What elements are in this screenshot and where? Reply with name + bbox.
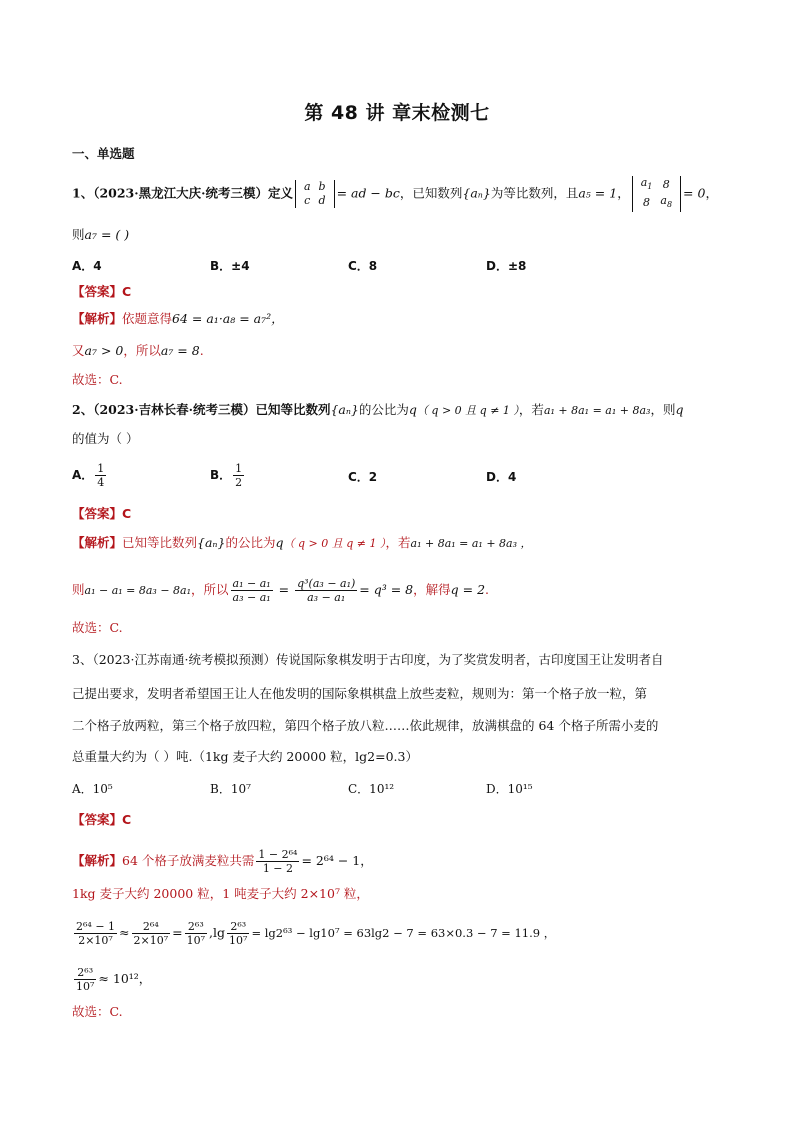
q1-option-a: A．4 [72,259,102,273]
analysis-tag: 【解析】 [72,535,123,550]
q2-analysis1-cond: （ q > 0 且 q ≠ 1 ） [283,537,386,550]
q2-option-b [210,462,246,489]
q1-option-d: D．±8 [486,259,527,273]
page-title: 第 48 讲 章末检测七 [304,102,490,124]
q1-analysis1-text: 依题意得 [122,311,173,326]
q3-analysis4-tail: ≈ 10¹²， [98,971,152,986]
q2-option-d: D．4 [486,470,517,484]
q2-eq: a₁ + 8a₁ = a₁ + 8a₃ [543,404,651,417]
q3-frac-a [256,848,299,875]
q3-stem-line1: 3、（2023·江苏南通·统考模拟预测）传说国际象棋发明于古印度，为了奖赏发明者，古印度国王让发明者自 [72,652,664,667]
q1-mid3: ， [617,185,630,201]
q2-analysis2-a: 则 [72,582,85,597]
q2-head: 2、（2023·吉林长春·统考三模）已知等比数列 [72,402,331,417]
q2-analysis2-eq: a₁ − a₁ = 8a₃ − 8a₁ [84,584,192,597]
q2-analysis2-b: ，所以 [191,582,229,597]
q3-analysis3-tail: = lg2⁶³ − lg10⁷ = 63lg2 − 7 = 63×0.3 − 7 = 11.9 ， [251,926,556,940]
q3-analysis-line1 [72,848,373,875]
analysis-tag: 【解析】 [72,311,123,326]
q2-q: q [408,402,417,417]
q3-answer [72,811,131,829]
q3-frac-c-num: 2⁶⁴ [132,920,171,934]
q2-analysis2-d: . [485,582,490,597]
q1-def-eq: = ad − bc [336,185,400,201]
q3-frac-f-num: 2⁶³ [74,966,96,980]
q2-analysis1-mid2: ，若 [385,535,411,550]
q2-analysis1-mid: 的公比为 [225,535,276,550]
q1-answer-value: C [122,284,132,299]
q2-frac2-den: a₃ − a₁ [307,591,346,604]
q3-frac-e [227,920,249,947]
q1-conclusion: 故选：C. [72,372,123,387]
q3-frac-c-den: 2×10⁷ [133,934,169,947]
q2-analysis2-res: q = 2 [450,582,486,597]
q2-analysis2-c: ，解得 [413,582,451,597]
q1-analysis1-eq: 64 = a₁·a₈ = a₇²， [172,311,284,326]
q1-tail: ， [705,185,718,201]
q3-option-d: D．10¹⁵ [486,782,533,796]
q1-head: 1、（2023·黑龙江大庆·统考三模）定义 [72,185,293,201]
q2-frac1 [231,577,273,604]
q2-cond: （ q > 0 且 q ≠ 1 ） [416,404,519,417]
q2-frac1-den: a₃ − a₁ [232,591,271,604]
q2-option-a-label: A． [72,468,94,482]
q1-line2: 则 [72,227,85,242]
q2-option-a-den: 4 [97,476,105,489]
q3-analysis-line3 [72,920,555,947]
q1-option-c: C．8 [348,259,378,273]
q3-frac-d-den: 10⁷ [186,934,206,947]
q3-analysis-line2: 1kg 麦子大约 20000 粒，1 吨麦子大约 2×10⁷ 粒， [72,886,369,901]
q2-frac2 [295,577,357,604]
q2-option-b-label: B． [210,468,232,482]
q3-stem-line3: 二个格子放两粒，第三个格子放四粒，第四个格子放八粒……依此规律，放满棋盘的 64 个格子所需小麦的 [72,718,659,733]
q2-analysis1-seq: {aₙ} [197,535,226,550]
q2-stem-line1 [72,401,683,420]
analysis-tag: 【解析】 [72,853,123,868]
q1-determinant: $a_1$ 8 8 $a_8$ [632,176,681,212]
q3-frac-d [185,920,207,947]
q3-option-a: A．10⁵ [72,782,113,796]
q3-frac-e-den: 10⁷ [229,934,248,947]
q3-analysis-line4 [72,966,151,993]
q1-analysis-line2 [72,342,204,360]
q2-analysis1-text: 已知等比数列 [122,535,198,550]
q1-option-b: B．±4 [210,259,250,273]
q3-eq1: = [172,925,183,940]
q3-frac-f [74,966,96,993]
q2-frac1-num: a₁ − a₁ [232,577,271,590]
q3-frac-a-den: 1 − 2 [262,862,294,875]
q3-stem-line4: 总重量大约为（ ）吨.（1kg 麦子大约 20000 粒，lg2=0.3） [72,749,418,764]
q3-frac-b-num: 2⁶⁴ − 1 [76,920,116,933]
q3-frac-d-num: 2⁶³ [185,920,207,934]
q1-analysis2-eq2: a₇ = 8 [160,343,200,358]
q2-stem-line2: 的值为（ ） [72,431,139,446]
q2-mid2: ，若 [518,402,544,417]
section-heading: 一、单选题 [72,146,135,161]
q3-conclusion: 故选：C. [72,1004,123,1019]
q3-stem-line2: 己提出要求，发明者希望国王让人在他发明的国际象棋棋盘上放些麦粒，规则为：第一个格子放一粒，第 [72,686,648,701]
q3-option-b: B．10⁷ [210,782,251,796]
q1-stem-line2 [72,226,129,244]
q2-analysis1-q: q [275,535,284,550]
q2-tail: ，则 [650,402,676,417]
answer-tag: 【答案】 [72,284,123,299]
q1-mid2: 为等比数列，且 [490,185,579,201]
q2-analysis2-eq2: = q³ = 8 [359,582,414,597]
q2-option-a [72,462,108,489]
q2-option-a-frac [95,462,106,489]
answer-tag: 【答案】 [72,506,123,521]
q3-frac-f-den: 10⁷ [76,980,95,993]
q1-analysis2-eq1: a₇ > 0 [84,343,124,358]
q2-frac2-num: q³(a₃ − a₁) [297,577,356,590]
q1-analysis2-a: 又 [72,343,85,358]
q3-frac-b [74,920,117,947]
q2-option-a-num: 1 [97,462,105,475]
answer-tag: 【答案】 [72,812,123,827]
q1-analysis2-b: ，所以 [123,343,161,358]
q2-analysis-line2: 则a₁ − a₁ = 8a₃ − 8a₁，所以 $\frac{\text{a₁ − a₁}}{\text{a₃ − a₁}}$ = $\frac{\text{q³(a₃ − a₁)}}{\text{a₃ − a₁}}$ = q³ = 8，解得q = 2. [72,577,490,604]
q3-approx: ≈ [119,925,130,940]
q3-option-c: C．10¹² [348,782,395,796]
q1-seq: {aₙ} [462,185,491,201]
q2-answer [72,505,131,523]
q2-analysis-line1 [72,534,532,553]
q2-conclusion: 故选：C. [72,620,123,635]
q1-analysis-line1 [72,310,284,328]
q2-option-c: C．2 [348,470,378,484]
q1-a7: a₇ = ( ) [84,227,130,242]
q1-stem-line1 [72,176,718,212]
q3-frac-c [132,920,171,947]
q3-frac-b-den: 2×10⁷ [78,934,113,947]
q1-a5: a₅ = 1 [578,185,618,201]
q1-det-eq: = 0 [683,185,706,201]
q2-option-b-den: 2 [235,476,243,489]
q3-frac-e-num: 2⁶³ [227,920,249,934]
q2-answer-value: C [122,506,132,521]
q2-option-b-frac [233,462,244,489]
q3-answer-value: C [122,812,132,827]
q2-mid: 的公比为 [358,402,409,417]
q1-mid: ，已知数列 [399,185,463,201]
q3-frac-a-num: 1 − 2⁶⁴ [258,848,298,861]
q1-def-determinant: a b c d [295,180,335,208]
q3-analysis1-eq: = 2⁶⁴ − 1， [301,853,373,868]
q1-answer [72,283,131,301]
q1-analysis2-c: . [199,343,204,358]
q2-analysis1-eq: a₁ + 8a₁ = a₁ + 8a₃ ， [410,537,532,550]
q3-analysis1-text: 64 个格子放满麦粒共需 [122,853,255,868]
q2-q-end: q [675,402,684,417]
q2-option-b-num: 1 [235,462,243,475]
q2-seq: {aₙ} [330,402,359,417]
q3-lg: ,lg [209,925,226,940]
